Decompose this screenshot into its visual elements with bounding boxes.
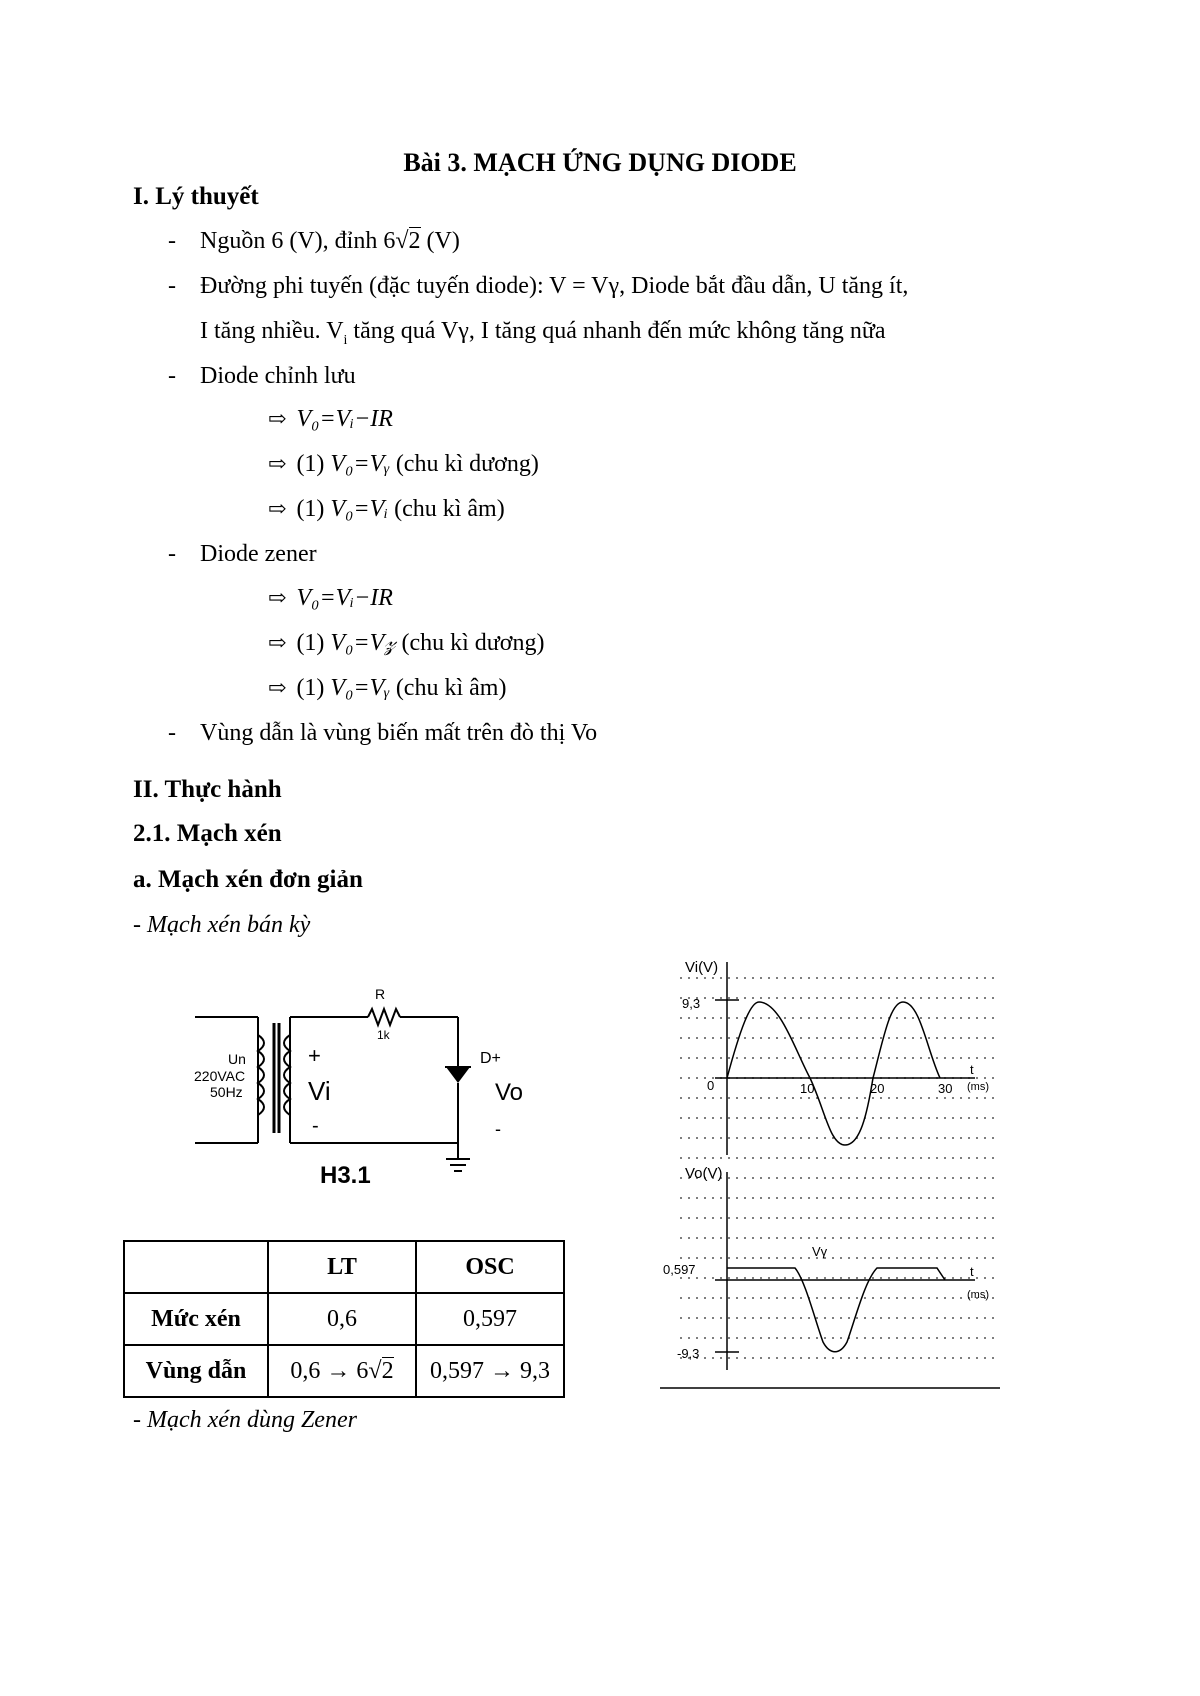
zener-formula-2-note: (chu kì dương) [401,630,545,656]
bullet-source-text: Nguồn 6 (V), đỉnh 6 [200,228,396,254]
bullet-zener-text: Diode zener [200,541,317,567]
bullet-source: - Nguồn 6 (V), đỉnh 6√2 (V) [168,228,460,254]
diode-icon [446,1067,470,1083]
bullet-nonlinear: - Đường phi tuyến (đặc tuyến diode): V = Vγ, Diode bắt đầu dẫn, U tăng ít, [168,273,909,299]
vi-minus: - [312,1115,319,1137]
table-cell-clip-level-lt: 0,6 [268,1293,416,1345]
table-cell-conduction-osc: 0,597 → 9,3 [416,1345,564,1397]
table-header-lt: LT [268,1241,416,1293]
zener-formula-3-note: (chu kì âm) [395,675,507,701]
bullet-conduction-text: Vùng dẫn là vùng biến mất trên đò thị Vo [200,720,598,746]
rect-formula-3-eq: V₀=Vᵢ [330,496,389,522]
vi-plus: + [308,1043,321,1068]
rect-formula-2 [268,451,539,478]
graph1-t0: 0 [707,1078,715,1093]
zener-formula-1-eq: V₀=Vᵢ−IR [296,585,393,611]
zener-formula-3-eq: V₀=Vᵧ [330,675,390,701]
diode-label: D+ [480,1050,501,1067]
conduction-lt-text: 0,6 → 6 [290,1357,369,1384]
graph2-tunit: (ms) [967,1289,989,1301]
graph1-ylabel: Vi(V) [685,959,719,976]
zener-formula-2-num: (1) [296,630,325,656]
table-header-empty [124,1241,268,1293]
source-frequency: 50Hz [210,1084,243,1100]
subsection-heading-clipper: 2.1. Mạch xén [133,820,282,847]
rect-formula-2-note: (chu kì dương) [395,451,539,477]
zener-formula-2-eq: V₀=V𝓏 [330,630,396,656]
table-row-label-conduction: Vùng dẫn [124,1345,268,1397]
rect-formula-3-note: (chu kì âm) [394,496,505,522]
bullet-nonlinear-sub: i [343,332,348,348]
graph1-taxis: t [970,1062,974,1077]
zener-formula-3-num: (1) [296,675,325,701]
arrow-right-icon: ⇨ [268,675,287,700]
rect-formula-2-eq: V₀=Vᵧ [330,451,390,477]
arrow-right-icon: ⇨ [268,496,287,521]
bullet-source-radicand: 2 [408,228,421,254]
subsection-heading-simple-clipper: a. Mạch xén đơn giản [133,866,363,893]
bullet-source-unit: (V) [420,228,460,254]
vo-minus: - [495,1119,501,1139]
bullet-nonlinear-line2 [200,318,885,349]
bullet-nonlinear-line2a: I tăng nhiều. V [200,318,344,344]
graph2-ymin: -9,3 [677,1346,700,1361]
rect-formula-1 [268,406,393,433]
graph2-ylabel: Vo(V) [685,1165,723,1182]
arrow-right-icon: ⇨ [268,630,287,655]
zener-formula-2 [268,630,544,657]
rect-formula-3-num: (1) [296,496,325,522]
resistor-label: R [375,986,386,1002]
graph2-taxis: t [970,1264,974,1279]
rect-formula-2-num: (1) [296,451,325,477]
results-table [123,1240,565,1398]
vo-label: Vo [495,1079,524,1106]
resistor-value: 1k [377,1028,390,1042]
table-row [124,1293,564,1345]
table-row-label-clip-level: Mức xén [124,1293,268,1345]
table-header-osc: OSC [416,1241,564,1293]
graph1-tunit: (ms) [967,1081,989,1093]
page-title: Bài 3. MẠCH ỨNG DỤNG DIODE [403,148,797,177]
bullet-rectifier: - Diode chỉnh lưu [168,363,356,389]
figure-label: H3.1 [320,1162,371,1189]
section-heading-practice: II. Thực hành [133,776,282,803]
table-cell-conduction-lt: 0,6 → 6√2 [268,1345,416,1397]
section-heading-theory: I. Lý thuyết [133,183,259,210]
graph1-t1: 10 [800,1081,815,1096]
graph1-t2: 20 [870,1081,885,1096]
graph2-clip-level: 0,597 [663,1262,696,1277]
rect-formula-1-eq: V₀=Vᵢ−IR [296,406,393,432]
bullet-zener: - Diode zener [168,541,317,567]
vi-label: Vi [308,1076,331,1106]
graph2-vgamma: Vγ [812,1244,828,1259]
table-row [124,1345,564,1397]
graph1-t3: 30 [938,1081,953,1096]
conduction-lt-radicand: 2 [381,1357,394,1384]
zener-formula-1 [268,585,393,612]
bullet-nonlinear-line2b: tăng quá Vγ, I tăng quá nhanh đến mức không tăng nữa [347,318,886,344]
bullet-nonlinear-line1: Đường phi tuyến (đặc tuyến diode): V = Vγ, Diode bắt đầu dẫn, U tăng ít, [200,273,909,299]
caption-half-wave-clipper: - Mạch xén bán kỳ [133,912,311,938]
source-label: Un [228,1051,246,1067]
table-cell-clip-level-osc: 0,597 [416,1293,564,1345]
zener-formula-3 [268,675,506,702]
waveform-graphs [655,950,1005,1395]
bullet-rectifier-text: Diode chỉnh lưu [200,363,356,389]
graph1-ymax: 9,3 [682,996,701,1011]
arrow-right-icon: ⇨ [268,451,287,476]
circuit-diagram [190,975,524,1200]
caption-zener-clipper: - Mạch xén dùng Zener [133,1407,357,1433]
rect-formula-3 [268,496,505,523]
source-voltage: 220VAC [194,1068,246,1084]
arrow-right-icon: ⇨ [268,406,287,431]
bullet-conduction: - Vùng dẫn là vùng biến mất trên đò thị Vo [168,720,598,746]
arrow-right-icon: ⇨ [268,585,287,610]
